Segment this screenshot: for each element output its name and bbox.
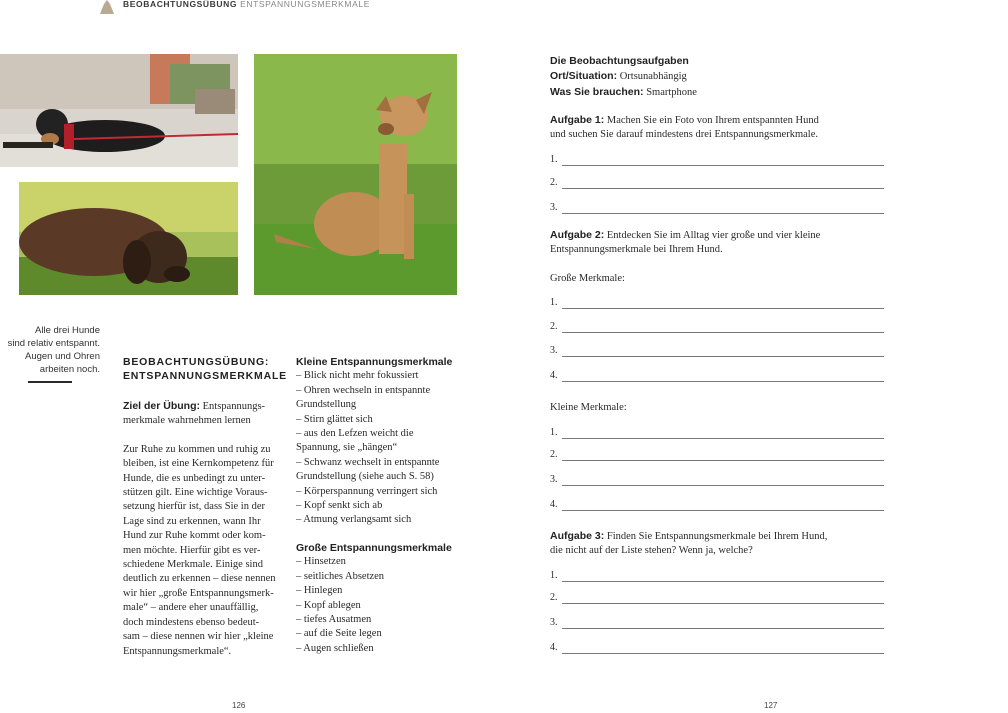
photo-caption: [0, 324, 100, 376]
page-number-right: 127: [764, 701, 778, 710]
list-item: – Stirn glättet sich: [296, 413, 373, 425]
body-line: deutlich zu erkennen – diese nennen: [123, 573, 276, 585]
task-3: [550, 529, 827, 559]
caption-divider: [28, 381, 72, 383]
answer-line-big-4[interactable]: [550, 370, 884, 384]
answer-number: 3.: [550, 345, 558, 356]
body-line: sam – diese nennen wir hier „kleine: [123, 631, 274, 643]
list-item: – Hinlegen: [296, 585, 343, 597]
answer-number: 2.: [550, 592, 558, 603]
answer-number: 2.: [550, 449, 558, 460]
task-1: [550, 113, 819, 143]
answer-line-small-1[interactable]: [550, 427, 884, 441]
small-features-label: Kleine Merkmale:: [550, 402, 627, 413]
list-item: – auf die Seite legen: [296, 628, 382, 640]
caption-line: Alle drei Hunde: [35, 325, 100, 336]
list-item: Grundstellung: [296, 399, 357, 411]
photo-brindle-dog-grass: [19, 182, 238, 295]
goal-text: Entspannungs-: [200, 401, 266, 412]
answer-number: 4.: [550, 642, 558, 653]
exercise-heading: [123, 355, 287, 383]
middle-text-column: [296, 355, 471, 656]
header-title-light: ENTSPANNUNGSMERKMALE: [240, 0, 370, 9]
body-line: Hunde, die es unbedingt zu unter-: [123, 472, 266, 484]
list-item: – Schwanz wechselt in entspannte: [296, 456, 440, 468]
small-features-heading: Kleine Entspannungsmerkmale: [296, 356, 453, 368]
task1-text-cont: und suchen Sie darauf mindestens drei Entspannungsmerkmale.: [550, 129, 818, 141]
list-item: – Augen schließen: [296, 642, 374, 654]
caption-line: arbeiten noch.: [39, 364, 100, 375]
body-line: Zur Ruhe zu kommen und ruhig zu: [123, 443, 271, 455]
task3-text-cont: die nicht auf der Liste stehen? Wenn ja, welche?: [550, 545, 753, 557]
list-item: – Blick nicht mehr fokussiert: [296, 370, 419, 382]
list-item: Grundstellung (siehe auch S. 58): [296, 471, 434, 483]
location-value: Ortsunabhängig: [617, 71, 687, 83]
list-item: – Hinsetzen: [296, 556, 346, 568]
photo-sitting-puppy: [254, 54, 457, 295]
list-item: – Kopf ablegen: [296, 599, 361, 611]
task2-text: Entdecken Sie im Alltag vier große und vier kleine: [604, 230, 821, 241]
answer-number: 4.: [550, 499, 558, 510]
body-line: bleiben, ist eine Kernkompetenz für: [123, 458, 274, 470]
exercise-goal: [123, 399, 283, 429]
big-features-label: Große Merkmale:: [550, 273, 625, 284]
big-features-heading: Große Entspannungsmerkmale: [296, 541, 452, 554]
task1-text: Machen Sie ein Foto von Ihrem entspannten Hund: [604, 115, 819, 126]
body-line: schiedene Merkmale. Einige sind: [123, 559, 263, 571]
list-item: – Atmung verlangsamt sich: [296, 514, 412, 526]
task-2: [550, 228, 820, 258]
answer-line-big-1[interactable]: [550, 297, 884, 311]
answer-number: 1.: [550, 297, 558, 308]
caption-line: sind relativ entspannt.: [7, 338, 100, 349]
exercise-heading-line1: BEOBACHTUNGSÜBUNG:: [123, 356, 270, 368]
list-item: – Körperspannung verringert sich: [296, 485, 438, 497]
answer-number: 1.: [550, 154, 558, 165]
answer-line-small-3[interactable]: [550, 474, 884, 488]
answer-line-t3-1[interactable]: [550, 570, 884, 584]
answer-line-big-2[interactable]: [550, 321, 884, 335]
intro-paragraph: [123, 443, 283, 659]
task3-text: Finden Sie Entspannungsmerkmale bei Ihrem Hund,: [604, 531, 828, 542]
body-line: Lage sind zu erkennen, wann Ihr: [123, 515, 261, 527]
answer-number: 3.: [550, 202, 558, 213]
photo-lying-dog-leash: [0, 54, 238, 167]
list-item: Spannung, sie „hängen“: [296, 442, 398, 454]
caption-line: Augen und Ohren: [24, 351, 100, 362]
small-features-list: [296, 369, 471, 527]
list-item: – Ohren wechseln in entspannte: [296, 384, 431, 396]
task2-text-cont: Entspannungsmerkmale bei Ihrem Hund.: [550, 244, 723, 256]
task3-label: Aufgabe 3:: [550, 530, 605, 542]
list-item: – tiefes Ausatmen: [296, 613, 372, 625]
body-line: stützen gilt. Eine wichtige Voraus-: [123, 487, 268, 499]
answer-line-small-4[interactable]: [550, 499, 884, 513]
answer-number: 1.: [550, 570, 558, 581]
goal-text-cont: merkmale wahrnehmen lernen: [123, 415, 251, 427]
body-line: wir hier „große Entspannungsmerk-: [123, 587, 274, 599]
answer-line-t3-4[interactable]: [550, 642, 884, 656]
answer-number: 2.: [550, 321, 558, 332]
answer-line-t3-2[interactable]: [550, 592, 884, 606]
left-text-column: [123, 355, 287, 659]
body-line: Hund zur Ruhe kommt oder kom-: [123, 530, 266, 542]
header-dog-logo-icon: [98, 0, 116, 14]
answer-line-big-3[interactable]: [550, 345, 884, 359]
answer-number: 3.: [550, 617, 558, 628]
answer-line-t1-1[interactable]: [550, 154, 884, 168]
tasks-title: Die Beobachtungsaufgaben: [550, 55, 689, 67]
header-title-bold: BEOBACHTUNGSÜBUNG: [123, 0, 238, 9]
tasks-intro: [550, 54, 697, 100]
task1-label: Aufgabe 1:: [550, 114, 605, 126]
body-line: doch mindestens ebenso bedeut-: [123, 616, 260, 628]
answer-number: 2.: [550, 177, 558, 188]
body-line: Entspannungsmerkmale“.: [123, 645, 232, 657]
body-line: male“ – andere eher unauffällig,: [123, 602, 259, 614]
answer-line-t3-3[interactable]: [550, 617, 884, 631]
running-header: [123, 0, 370, 9]
list-item: – Kopf senkt sich ab: [296, 500, 383, 512]
answer-line-small-2[interactable]: [550, 449, 884, 463]
list-item: – seitliches Absetzen: [296, 570, 385, 582]
answer-number: 3.: [550, 474, 558, 485]
body-line: men möchte. Hierfür gibt es ver-: [123, 544, 261, 556]
answer-number: 4.: [550, 370, 558, 381]
exercise-heading-line2: ENTSPANNUNGSMERKMALE: [123, 370, 287, 382]
answer-line-t1-3[interactable]: [550, 202, 884, 216]
body-line: setzung hierfür ist, dass Sie in der: [123, 501, 266, 513]
need-label: Was Sie brauchen:: [550, 85, 644, 98]
task2-label: Aufgabe 2:: [550, 229, 605, 241]
answer-line-t1-2[interactable]: [550, 177, 884, 191]
answer-number: 1.: [550, 427, 558, 438]
page-number-left: 126: [232, 701, 246, 710]
list-item: – aus den Lefzen weicht die: [296, 428, 414, 440]
big-features-list: [296, 555, 471, 656]
location-label: Ort/Situation:: [550, 70, 618, 83]
need-value: Smartphone: [643, 86, 697, 98]
goal-label: Ziel der Übung:: [123, 400, 200, 412]
